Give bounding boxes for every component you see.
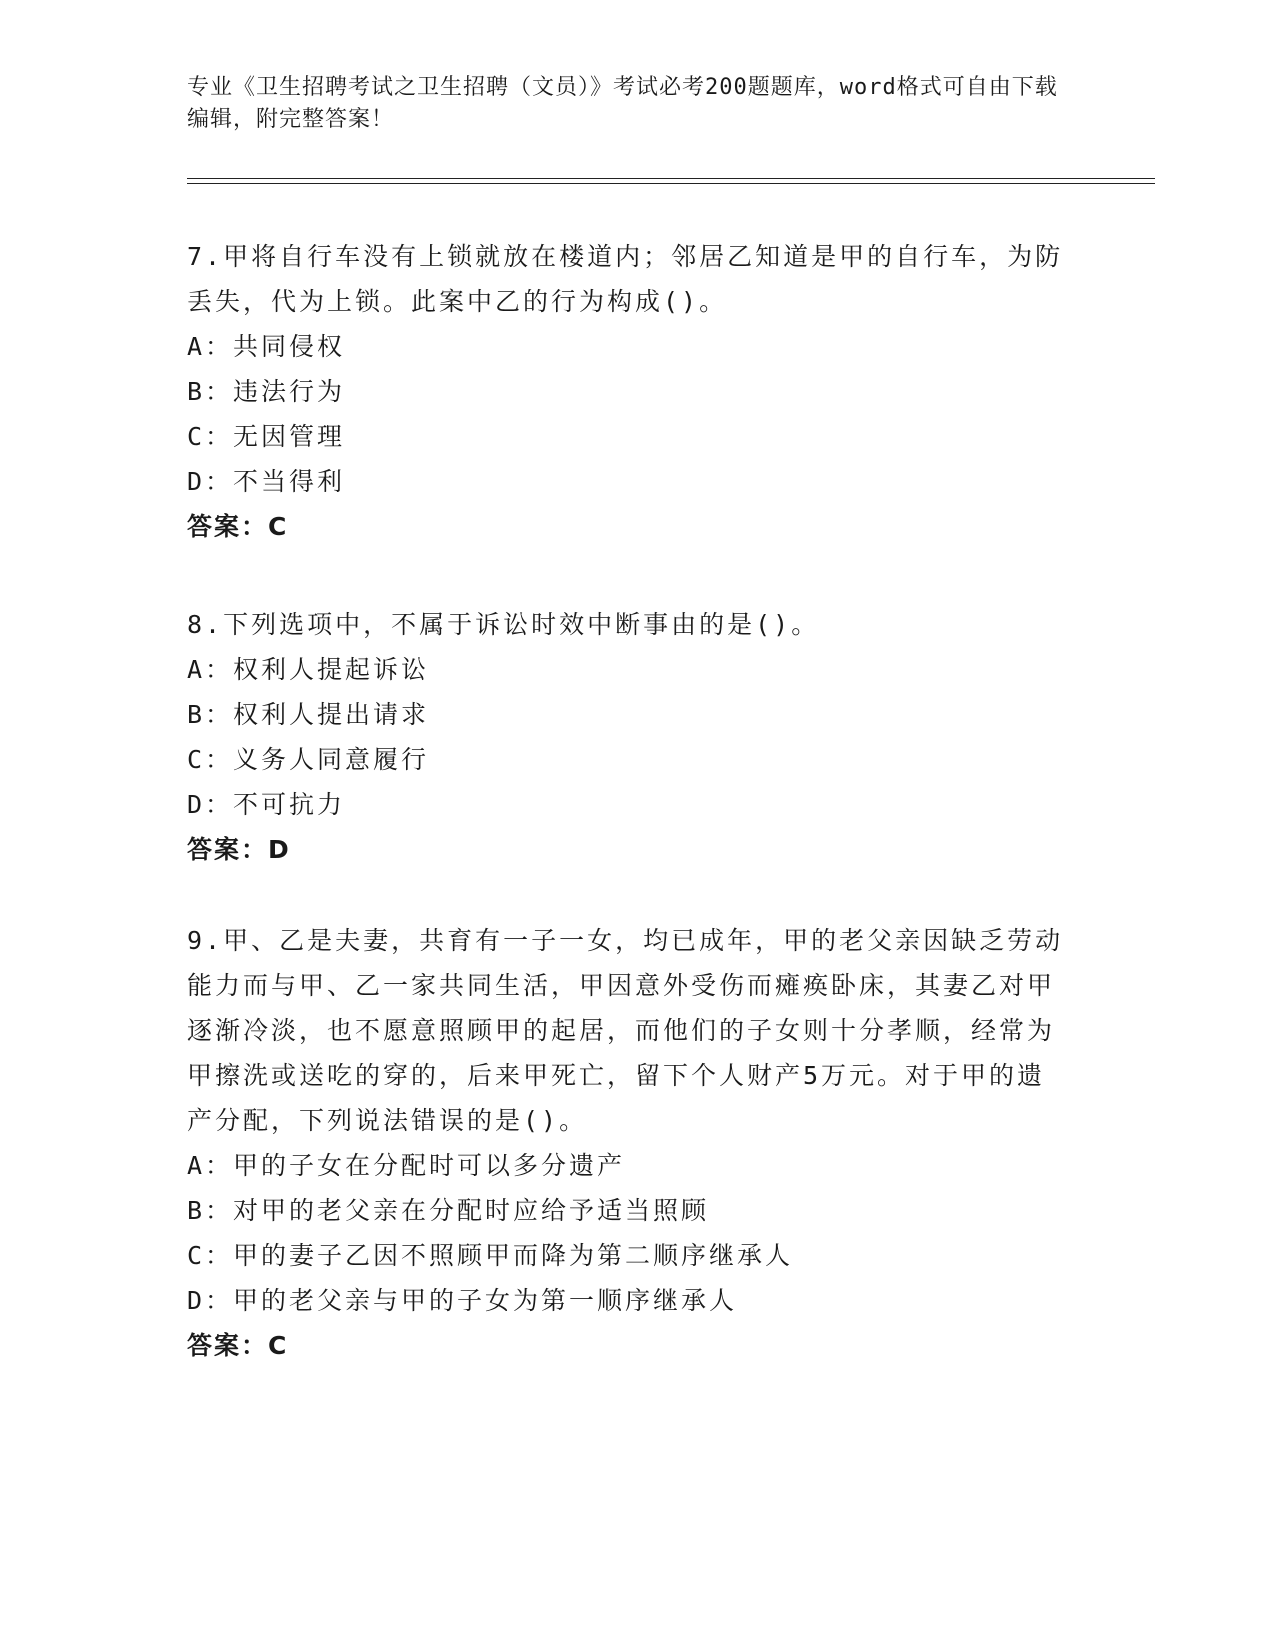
answer: 答案：D [187,835,291,864]
option-c: C：甲的妻子乙因不照顾甲而降为第二顺序继承人 [187,1241,794,1270]
question-9 [187,918,1067,1368]
option-c: C：无因管理 [187,422,346,451]
option-a: A：甲的子女在分配时可以多分遗产 [187,1151,626,1180]
question-8 [187,602,1067,872]
option-a: A：共同侵权 [187,332,346,361]
question-stem: 7.甲将自行车没有上锁就放在楼道内；邻居乙知道是甲的自行车，为防丢失，代为上锁。此案中乙的行为构成()。 [187,242,1064,316]
option-b: B：违法行为 [187,377,346,406]
question-7 [187,234,1067,549]
answer: 答案：C [187,1331,289,1360]
option-d: D：不可抗力 [187,790,346,819]
question-stem: 8.下列选项中，不属于诉讼时效中断事由的是()。 [187,610,820,639]
option-b: B：对甲的老父亲在分配时应给予适当照顾 [187,1196,710,1225]
header-divider-top [187,178,1155,179]
option-d: D：甲的老父亲与甲的子女为第一顺序继承人 [187,1286,738,1315]
answer: 答案：C [187,512,289,541]
header-divider-bottom [187,183,1155,184]
option-b: B：权利人提出请求 [187,700,430,729]
question-stem: 9.甲、乙是夫妻，共育有一子一女，均已成年，甲的老父亲因缺乏劳动能力而与甲、乙一家共同生活，甲因意外受伤而瘫痪卧床，其妻乙对甲逐渐冷淡，也不愿意照顾甲的起居，而他们的子女则十分孝顺，经常为甲擦洗或送吃的穿的，后来甲死亡，留下个人财产5万元。对于甲的遗产分配，下列说法错误的是()。 [187,926,1064,1135]
document-header: 专业《卫生招聘考试之卫生招聘（文员）》考试必考200题题库，word格式可自由下载编辑，附完整答案！ [187,75,1058,132]
option-a: A：权利人提起诉讼 [187,655,430,684]
option-d: D：不当得利 [187,467,346,496]
option-c: C：义务人同意履行 [187,745,430,774]
